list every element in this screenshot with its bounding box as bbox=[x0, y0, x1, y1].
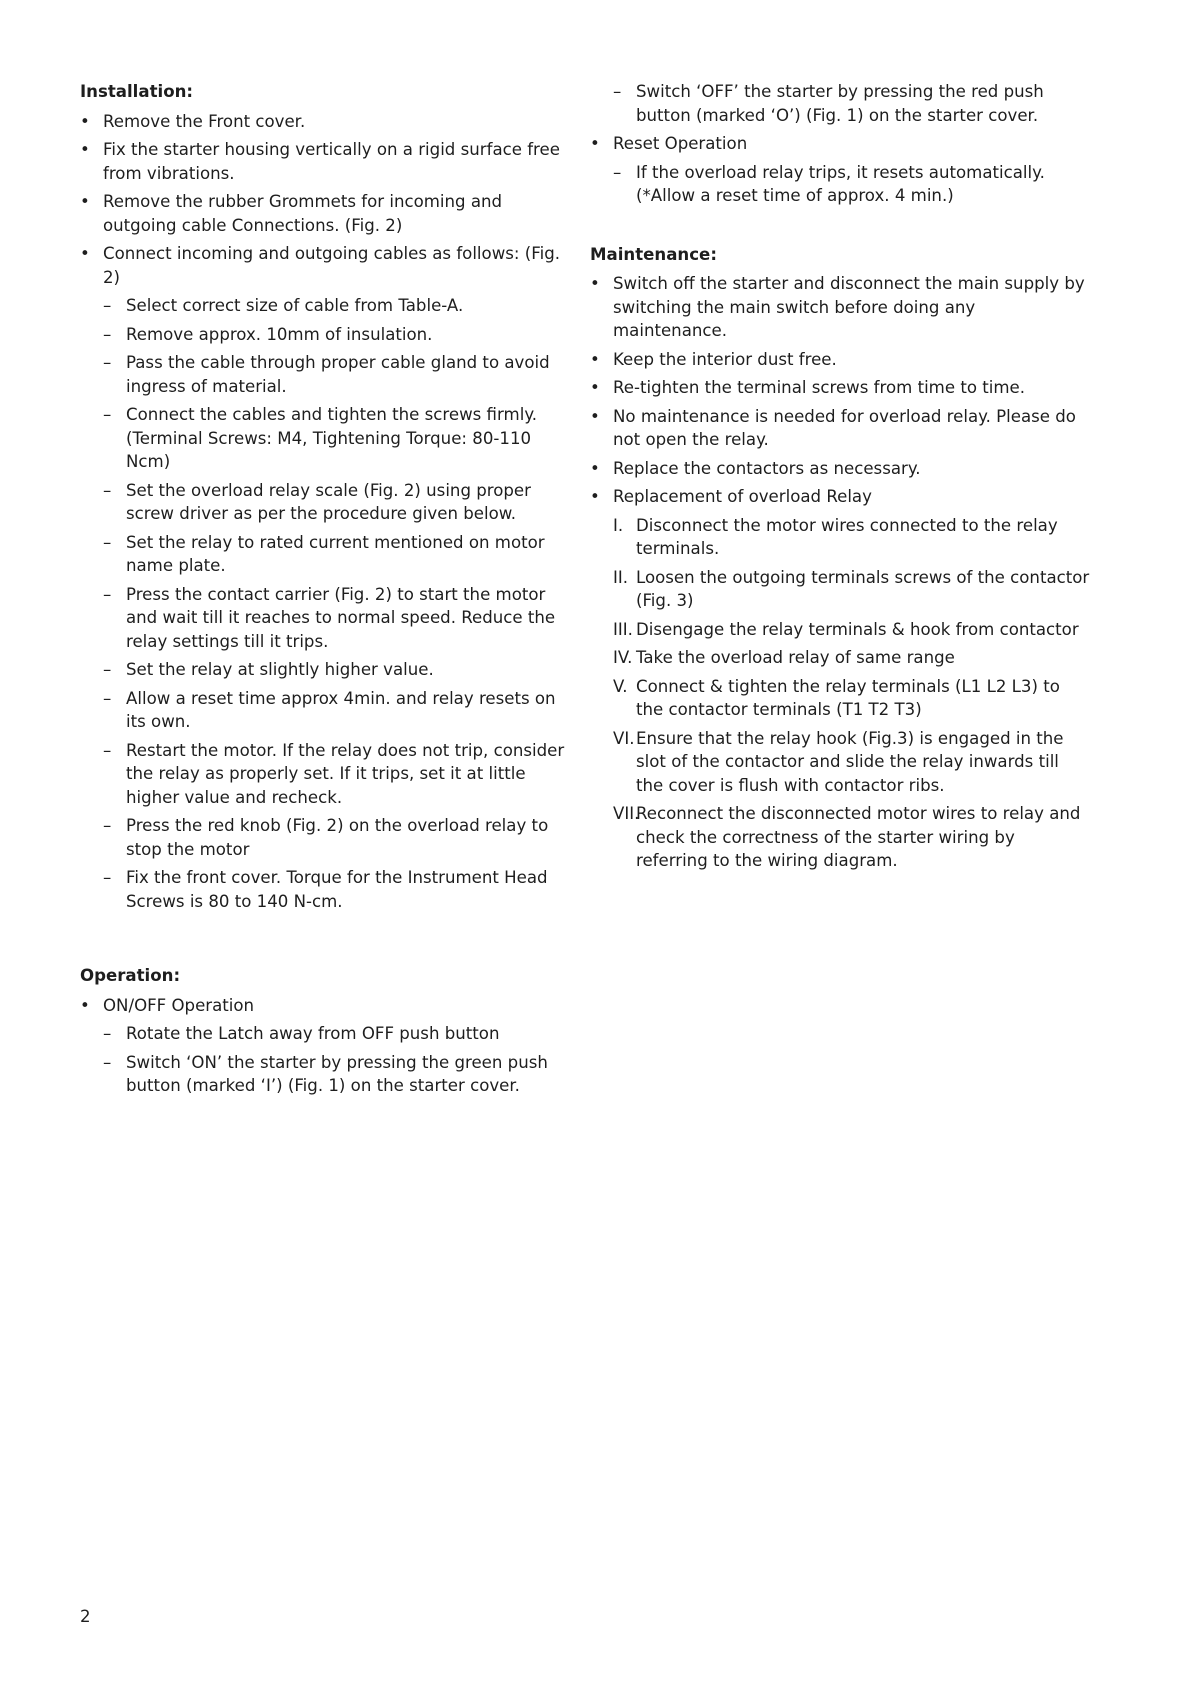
sub-list-item bbox=[103, 479, 570, 526]
bullet-marker: • bbox=[590, 406, 600, 426]
sub-list-item bbox=[613, 161, 1090, 208]
list-item-text: No maintenance is needed for overload relay. Please do not open the relay. bbox=[613, 406, 1076, 449]
dash-marker: – bbox=[103, 584, 112, 604]
sub-list-item bbox=[103, 351, 570, 398]
list-item-text: ON/OFF Operation bbox=[103, 995, 255, 1015]
sub-list-item-text: Press the red knob (Fig. 2) on the overload relay to stop the motor bbox=[126, 816, 549, 859]
dash-marker: – bbox=[103, 1052, 112, 1072]
dash-marker: – bbox=[103, 353, 112, 372]
list-item-text: Reset Operation bbox=[613, 134, 748, 153]
bullet-marker: • bbox=[80, 244, 90, 263]
dash-marker: – bbox=[103, 296, 112, 315]
step-text: Disengage the relay terminals & hook from contactor bbox=[636, 619, 1079, 639]
bullet-marker: • bbox=[80, 111, 90, 131]
sub-list-item bbox=[103, 403, 570, 474]
list-item bbox=[590, 457, 1090, 481]
sub-list-item-text: Remove approx. 10mm of insulation. bbox=[126, 324, 433, 344]
sub-list-item-text: Set the relay at slightly higher value. bbox=[126, 660, 434, 679]
list-item bbox=[80, 110, 570, 134]
numbered-step bbox=[613, 646, 1090, 670]
bullet-marker: • bbox=[80, 140, 90, 159]
list-item-text: Keep the interior dust free. bbox=[613, 349, 837, 369]
numbered-step bbox=[613, 675, 1090, 722]
numbered-step bbox=[613, 566, 1090, 613]
bullet-marker: • bbox=[590, 458, 600, 478]
list-item bbox=[80, 138, 570, 185]
step-number: IV. bbox=[613, 648, 633, 667]
dash-marker: – bbox=[103, 405, 112, 424]
numbered-step bbox=[613, 727, 1090, 798]
step-text: Connect & tighten the relay terminals (L1 L2 L3) to the contactor terminals (T1 T2 T3) bbox=[636, 676, 1060, 719]
sub-list-item-text: Switch ‘OFF’ the starter by pressing the red push button (marked ‘O’) (Fig. 1) on the starter cover. bbox=[636, 82, 1044, 125]
bullet-marker: • bbox=[80, 995, 90, 1015]
sub-list-item-text: Set the overload relay scale (Fig. 2) using proper screw driver as per the procedure given below. bbox=[126, 480, 531, 523]
list-item-text: Re-tighten the terminal screws from time to time. bbox=[613, 378, 1026, 397]
sub-list-item bbox=[103, 739, 570, 810]
sub-list-item-text: Set the relay to rated current mentioned on motor name plate. bbox=[126, 532, 545, 575]
sub-list-item-text: Allow a reset time approx 4min. and relay resets on its own. bbox=[126, 688, 556, 731]
installation-heading: Installation: bbox=[80, 82, 194, 101]
list-item-text: Replacement of overload Relay bbox=[613, 487, 872, 506]
sub-list-item-text: If the overload relay trips, it resets automatically. (*Allow a reset time of approx. 4 min.) bbox=[636, 162, 1045, 205]
dash-marker: – bbox=[103, 868, 112, 887]
sub-list-item bbox=[103, 1022, 570, 1046]
dash-marker: – bbox=[103, 688, 112, 708]
list-item-text: Connect incoming and outgoing cables as follows: (Fig. 2) bbox=[103, 244, 561, 287]
bullet-marker: • bbox=[590, 134, 600, 153]
sub-list-item bbox=[103, 687, 570, 734]
list-item bbox=[590, 132, 1090, 156]
operation-heading: Operation: bbox=[80, 966, 181, 985]
dash-marker: – bbox=[103, 1024, 112, 1043]
list-item-text: Switch off the starter and disconnect the main supply by switching the main switch before doing any maintenance. bbox=[613, 274, 1085, 340]
right-column bbox=[590, 80, 1090, 878]
sub-list-item bbox=[103, 323, 570, 347]
left-column bbox=[80, 80, 570, 1103]
sub-list-item bbox=[103, 1051, 570, 1098]
step-number: V. bbox=[613, 676, 628, 696]
list-item bbox=[80, 242, 570, 289]
maintenance-heading: Maintenance: bbox=[590, 244, 717, 264]
list-item-text: Remove the rubber Grommets for incoming and outgoing cable Connections. (Fig. 2) bbox=[103, 192, 503, 235]
sub-list-item-text: Switch ‘ON’ the starter by pressing the green push button (marked ‘I’) (Fig. 1) on the starter cover. bbox=[126, 1052, 548, 1095]
list-item bbox=[590, 348, 1090, 372]
dash-marker: – bbox=[103, 660, 112, 679]
list-item bbox=[590, 405, 1090, 452]
sub-list-item bbox=[103, 658, 570, 682]
sub-list-item bbox=[103, 583, 570, 654]
bullet-marker: • bbox=[590, 274, 600, 293]
bullet-marker: • bbox=[590, 378, 600, 397]
numbered-step bbox=[613, 802, 1090, 873]
dash-marker: – bbox=[103, 532, 112, 552]
sub-list-item-text: Press the contact carrier (Fig. 2) to start the motor and wait till it reaches to normal speed. Reduce the relay settings till it trips. bbox=[126, 584, 556, 651]
list-item bbox=[80, 994, 570, 1018]
dash-marker: – bbox=[613, 82, 622, 101]
numbered-step bbox=[613, 618, 1090, 642]
sub-list-item bbox=[103, 531, 570, 578]
bullet-marker: • bbox=[590, 349, 600, 369]
list-item bbox=[80, 190, 570, 237]
sub-list-item-text: Fix the front cover. Torque for the Instrument Head Screws is 80 to 140 N-cm. bbox=[126, 868, 548, 911]
sub-list-item-text: Pass the cable through proper cable gland to avoid ingress of material. bbox=[126, 353, 550, 396]
numbered-step bbox=[613, 514, 1090, 561]
list-item bbox=[590, 376, 1090, 400]
sub-list-item bbox=[613, 80, 1090, 127]
step-number: II. bbox=[613, 567, 629, 587]
step-text: Reconnect the disconnected motor wires to relay and check the correctness of the starter wiring by referring to the wiring diagram. bbox=[636, 804, 1081, 870]
step-text: Disconnect the motor wires connected to the relay terminals. bbox=[636, 515, 1058, 558]
bullet-marker: • bbox=[80, 192, 90, 211]
dash-marker: – bbox=[103, 740, 112, 760]
dash-marker: – bbox=[103, 480, 112, 500]
sub-list-item-text: Restart the motor. If the relay does not trip, consider the relay as properly set. If it trips, set it at little higher value and recheck. bbox=[126, 740, 565, 807]
step-text: Take the overload relay of same range bbox=[636, 648, 955, 667]
step-number: VI. bbox=[613, 728, 635, 748]
sub-list-item bbox=[103, 866, 570, 913]
list-item-text: Remove the Front cover. bbox=[103, 111, 306, 131]
sub-list-item-text: Select correct size of cable from Table-A. bbox=[126, 296, 464, 315]
step-number: I. bbox=[613, 515, 624, 535]
dash-marker: – bbox=[613, 162, 622, 182]
sub-list-item-text: Connect the cables and tighten the screws firmly. (Terminal Screws: M4, Tightening Torque: 80-110 Ncm) bbox=[126, 405, 538, 471]
step-text: Ensure that the relay hook (Fig.3) is engaged in the slot of the contactor and slide the relay inwards till the cover is flush with contactor ribs. bbox=[636, 728, 1064, 795]
step-number: III. bbox=[613, 619, 633, 639]
list-item-text: Replace the contactors as necessary. bbox=[613, 458, 921, 478]
sub-list-item bbox=[103, 814, 570, 861]
list-item bbox=[590, 485, 1090, 509]
page-number: 2 bbox=[80, 1607, 91, 1626]
dash-marker: – bbox=[103, 324, 112, 344]
list-item bbox=[590, 272, 1090, 343]
sub-list-item bbox=[103, 294, 570, 318]
step-number: VII. bbox=[613, 804, 640, 823]
list-item-text: Fix the starter housing vertically on a rigid surface free from vibrations. bbox=[103, 140, 560, 183]
dash-marker: – bbox=[103, 816, 112, 835]
bullet-marker: • bbox=[590, 487, 600, 506]
step-text: Loosen the outgoing terminals screws of the contactor (Fig. 3) bbox=[636, 567, 1090, 610]
sub-list-item-text: Rotate the Latch away from OFF push button bbox=[126, 1024, 500, 1043]
